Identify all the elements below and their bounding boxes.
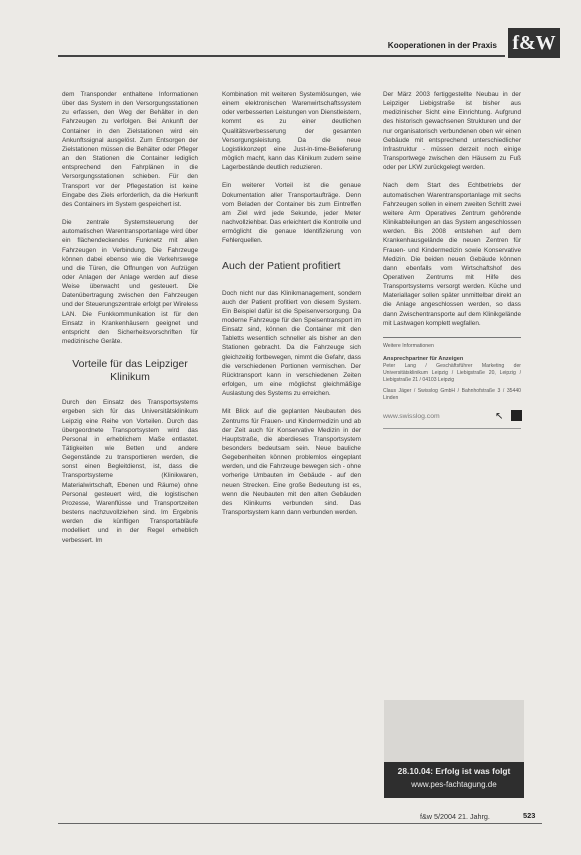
section-title: Kooperationen in der Praxis: [387, 41, 497, 50]
event-advertisement: [384, 700, 524, 798]
col2-paragraph-2: Ein weiterer Vorteil ist die genaue Dokumentation aller Transportaufträge. Denn vom Beladen der Container bis zum Eintreffen am Ziel wird jede Sekunde, jeder Meter nachvollziehbar. Das erleichtert die Kontrolle und ermöglicht die genaue Identifizierung von Fehlerquellen.: [222, 182, 361, 245]
header-rule: [58, 55, 505, 57]
website-link[interactable]: www.swisslog.com: [383, 412, 440, 420]
info-divider: [383, 337, 521, 338]
contact-heading: Ansprechpartner für Anzeigen: [383, 355, 464, 362]
ad-url[interactable]: www.pes-fachtagung.de: [411, 780, 497, 789]
magazine-logo: f&W: [508, 28, 560, 58]
ad-headline: 28.10.04: Erfolg ist was folgt: [397, 766, 511, 776]
subheading-patient: Auch der Patient profitiert: [222, 259, 341, 272]
column-2: [222, 90, 361, 526]
info-label: Weitere Informationen: [383, 342, 434, 349]
col1-paragraph-3: Durch den Einsatz des Transportsystems ergeben sich für das Universitätsklinikum Leipzig eine Reihe von Vorteilen. Durch das übergeordnete Transportsystem wird das Personal in erheblichem Maße entlastet. Tätigkeiten wie Betten und andere Gegenstände zu transportieren werden, die sonst einen Begleitdienst, ist, dass die Transportsysteme (Klinikwaren, Materialwirtschaft, Ebenen und Räume) ohne Personal gesteuert wird, die logistischen Prozesse, Warenflüsse und Transportzeiten bestens nachzuvollziehen sind. Im Ergebnis werden die künftigen Transportabläufe modelliert und in der Regel erheblich verbessert. Im: [62, 399, 198, 544]
col3-paragraph-2: Nach dem Start des Echtbetriebs der automatischen Warentransportanlage mit sechs Fahrzeugen sollen in einem zweiten Schritt zwei weitere Arm Operatives Zentrum gehörende Klinikabteilungen an das System angeschlossen werden. Bis 2008 entstehen auf dem Krankenhausgelände die neuen Zentren für Frauen- und Kindermedizin sowie Konservative Medizin. Die beiden neuen Gebäude können dann ebenfalls vom Wirtschaftshof des Operativen Zentrums mit Hilfe des Transportsystems versorgt werden. Küche und Materiallager sollen später unmittelbar direkt an die Anlage angeschlossen werden, so dass dann Zwischentransporte auf dem Klinikgelände mit Lastwagen komplett wegfallen.: [383, 182, 521, 327]
column-1: [62, 90, 198, 554]
column-3: [383, 90, 521, 429]
subheading-vorteile: Vorteile für das Leipziger Klinikum: [72, 358, 188, 384]
cursor-arrow-icon: ↖: [495, 410, 504, 422]
col2-paragraph-4: Mit Blick auf die geplanten Neubauten des Zentrums für Frauen- und Kindermedizin und ab der Zeit auch für Konservative Medizin in der Hauptstraße, die aberdieses Transportsystem besonders bedeutsam sein. Neue bauliche Gegebenheiten können problemlos eingeplant werden, und die Fahrzeuge bewegen sich - ohne vorherige Umbauten im Gebäude - auf den neuen Strecken. Eine große Bedeutung ist es, wenn die Neubauten mit den alten Gebäuden des Klinikums verbunden sind. Das Transportsystem kann dann verbunden werden.: [222, 408, 361, 517]
website-link-row: [383, 410, 521, 429]
contact-address-2: Claus Jäger / Swisslog GmbH / Bahnhofstraße 3 / 35440 Linden: [383, 388, 521, 402]
page-number: 523: [523, 811, 536, 820]
black-square-icon: [511, 410, 522, 421]
col1-paragraph-2: Die zentrale Systemsteuerung der automatischen Warentransportanlage wird über ein flächendeckendes Funknetz mit allen Fahrzeugen in Verbindung. Die Fahrzeuge können dabei ebenso wie die Verkehrswege und die Türen, die Offnungen von Aufzügen oder Anlagen der Anlage werden auf diese Weise überwacht und gesteuert. Die Datenübertragung zwischen den Fahrzeugen und der Steuerungszentrale erfolgt per Wireless LAN. Die Funkkommunikation ist für den Einsatz in Krankenhäusern geeignet und entspricht den Sicherheitsvorschriften für medizinische Geräte.: [62, 219, 198, 346]
col3-paragraph-1: Der März 2003 fertiggestellte Neubau in der Leipziger Liebigstraße ist bisher aus medizinischer Sicht eine Einrichtung. Aufgrund des historisch gewachsenen Strukturen und der nur organisatorisch verbundenen oben wir einen Gebäude mit entsprechend unterschiedlicher Infrastruktur - müssen derzeit noch einige Transportwege zwischen den Häusern zu Fuß oder per LKW zurückgelegt werden.: [383, 91, 521, 172]
col2-paragraph-3: Doch nicht nur das Klinikmanagement, sondern auch der Patient profitiert von diesem System. Ein Beispiel dafür ist die Speisenversorgung. Da moderne Fahrzeuge für den Speisentransport im Einsatz sind, können die Container mit den Tabletts wesentlich schneller als bisher an den Stationen gebracht. Da die Fahrzeuge sich gleichzeitig fortbewegen, nimmt die Gefahr, dass die verschiedenen Portionen vermischen. Der Rücktransport kann in verschiedenen Zeiten erfolgen, um eine möglichst gleichmäßige Auslastung des Systems zu erreichen.: [222, 289, 361, 398]
col1-paragraph-1: dem Transponder enthaltene Informationen über das System in den Versorgungsstationen zu erfassen, den Weg der Behälter in den Fahrzeugen zu verfolgen. Bei Ankunft der Container in den Zielstationen wird ein Ankunftssignal ausgelöst. Zum Entsorgen der Zielstationen müssen die Behälter oder Pfleger an den Stationen die Container lediglich entsprechend den Fahrplänen in die Versorgungsstationen schieben. Für den Transport vor der Pflegestation ist keine Eingabe des Ziels erforderlich, da die Herkunft des Containers im System gespeichert ist.: [62, 91, 198, 208]
issue-info: f&w 5/2004 21. Jahrg.: [420, 812, 490, 821]
col2-paragraph-1: Kombination mit weiteren Systemlösungen, wie einem elektronischen Warenwirtschaftssystem oder verbesserten Leistungen von Dienstleistern, kommt es zu einer deutlichen Qualitätsverbesserung der gesamten Versorgungsleistung. Da die neue Logistikkonzept eine Just-in-time-Belieferung möglich macht, kann das Klinikum zudem seine Lagerbestände deutlich reduzieren.: [222, 91, 361, 172]
footer-rule: [58, 823, 542, 824]
ad-banner: [384, 762, 524, 798]
contact-address-1: Peter Lang / Geschäftsführer Marketing der Universitätsklinikum Leipzig / Liebigstraße 20, Leipzig / Liebigstraße 21 / 04103 Leipzig: [383, 362, 521, 383]
